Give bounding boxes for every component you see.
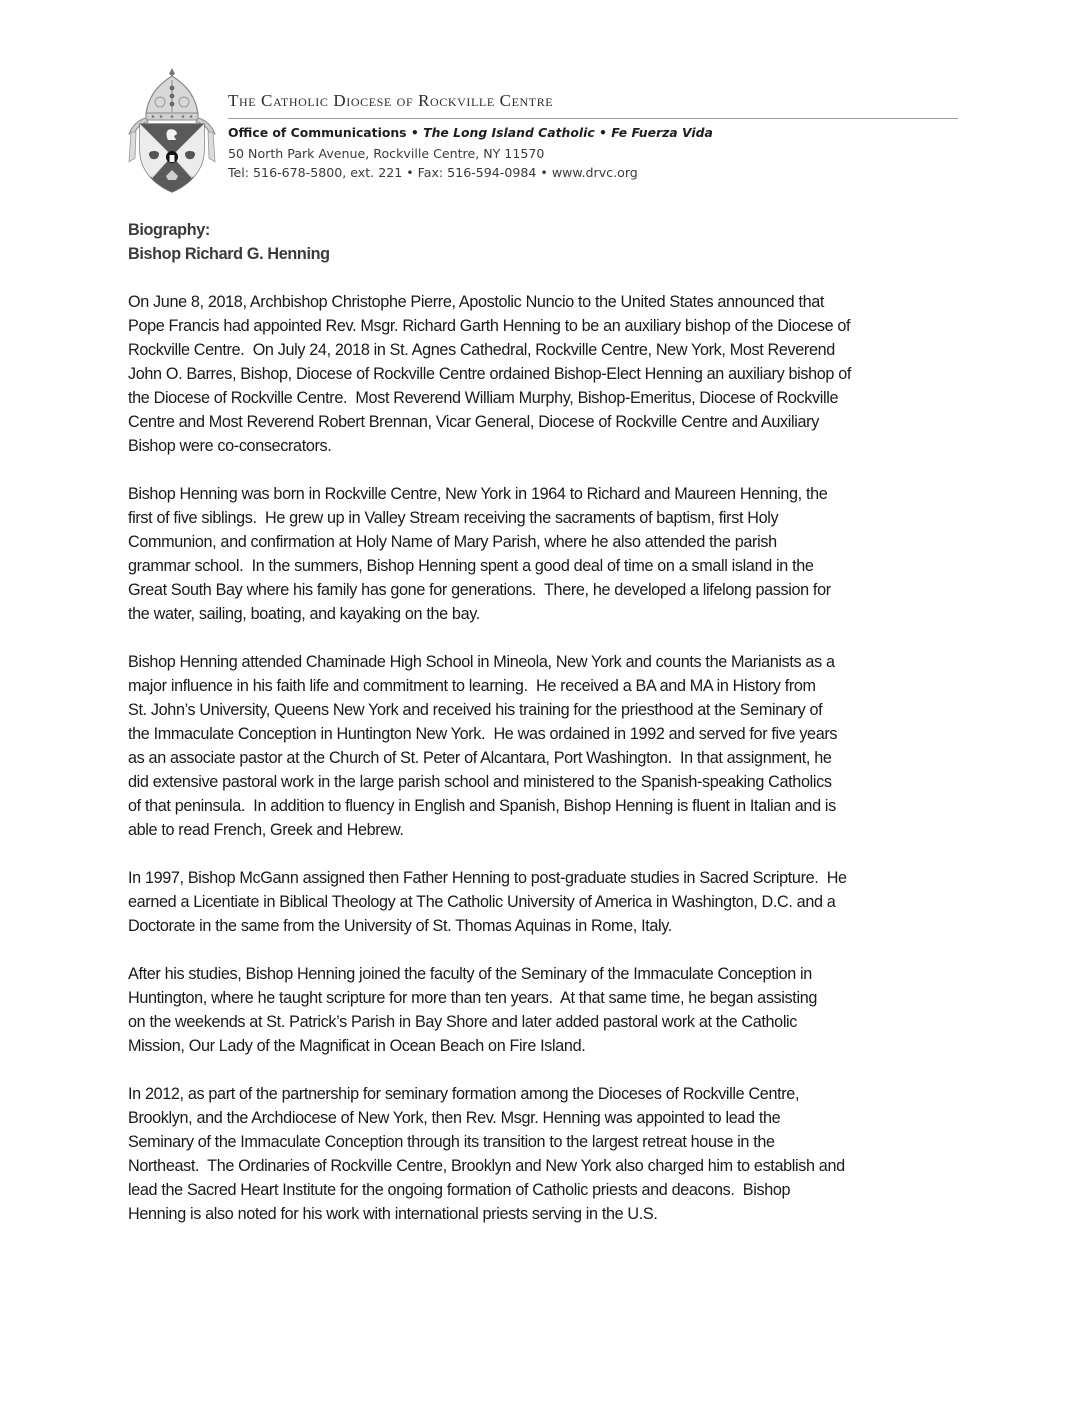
- paragraph-line: Seminary of the Immaculate Conception through its transition to the largest retreat house in the: [128, 1133, 775, 1151]
- paragraph-line: Bishop were co-consecrators.: [128, 437, 332, 455]
- separator: •: [599, 125, 607, 140]
- paragraph: [128, 962, 968, 1058]
- paragraph-line: Northeast. The Ordinaries of Rockville Centre, Brooklyn and New York also charged him to establish and: [128, 1157, 845, 1175]
- paragraph-line: as an associate pastor at the Church of St. Peter of Alcantara, Port Washington. In that assignment, he: [128, 749, 832, 767]
- paragraph-line: Bishop Henning was born in Rockville Centre, New York in 1964 to Richard and Maureen Henning, the: [128, 485, 828, 503]
- paragraph-line: St. John’s University, Queens New York and received his training for the priesthood at the Seminary of: [128, 701, 823, 719]
- paragraph: [128, 1082, 968, 1226]
- paragraph-line: able to read French, Greek and Hebrew.: [128, 821, 404, 839]
- paragraph: [128, 482, 968, 626]
- office-line: [228, 125, 713, 140]
- office-name: Office of Communications: [228, 125, 407, 140]
- contact-info: Tel: 516-678-5800, ext. 221 • Fax: 516-594-0984 • www.drvc.org: [228, 165, 638, 180]
- paragraph-line: lead the Sacred Heart Institute for the ongoing formation of Catholic priests and deacons. Bishop: [128, 1181, 791, 1199]
- paragraph-line: Rockville Centre. On July 24, 2018 in St. Agnes Cathedral, Rockville Centre, New York, Most Reverend: [128, 341, 835, 359]
- paragraph-line: Bishop Henning attended Chaminade High School in Mineola, New York and counts the Marianists as a: [128, 653, 835, 671]
- paragraph: [128, 290, 968, 458]
- paragraph-line: the Diocese of Rockville Centre. Most Reverend William Murphy, Bishop-Emeritus, Diocese of Rockville: [128, 389, 839, 407]
- address: 50 North Park Avenue, Rockville Centre, NY 11570: [228, 146, 545, 161]
- paragraphs: [128, 290, 968, 1226]
- separator: •: [410, 125, 419, 140]
- letterhead: [0, 0, 1088, 200]
- paragraph-line: the water, sailing, boating, and kayaking on the bay.: [128, 605, 480, 623]
- document-subject: Bishop Richard G. Henning: [128, 245, 330, 263]
- paragraph-line: Henning is also noted for his work with international priests serving in the U.S.: [128, 1205, 658, 1223]
- paragraph-line: Doctorate in the same from the University of St. Thomas Aquinas in Rome, Italy.: [128, 917, 672, 935]
- paragraph-line: first of five siblings. He grew up in Valley Stream receiving the sacraments of baptism, first Holy: [128, 509, 779, 527]
- paragraph-line: Communion, and confirmation at Holy Name of Mary Parish, where he also attended the parish: [128, 533, 777, 551]
- paragraph: [128, 866, 968, 938]
- paragraph-line: of that peninsula. In addition to fluency in English and Spanish, Bishop Henning is fluent in Italian and is: [128, 797, 836, 815]
- paragraph-line: On June 8, 2018, Archbishop Christophe Pierre, Apostolic Nuncio to the United States announced that: [128, 293, 825, 311]
- paragraph-line: In 1997, Bishop McGann assigned then Father Henning to post-graduate studies in Sacred Scripture. He: [128, 869, 847, 887]
- paragraph-line: In 2012, as part of the partnership for seminary formation among the Dioceses of Rockville Centre,: [128, 1085, 800, 1103]
- paragraph-line: Centre and Most Reverend Robert Brennan, Vicar General, Diocese of Rockville Centre and Auxiliary: [128, 413, 819, 431]
- letterhead-divider: [228, 118, 958, 119]
- paragraph-line: John O. Barres, Bishop, Diocese of Rockville Centre ordained Bishop-Elect Henning an auxiliary bishop of: [128, 365, 852, 383]
- paragraph-line: Brooklyn, and the Archdiocese of New York, then Rev. Msgr. Henning was appointed to lead the: [128, 1109, 781, 1127]
- diocesan-coat-of-arms-icon: [126, 66, 218, 194]
- paragraph-line: Great South Bay where his family has gone for generations. There, he developed a lifelong passion for: [128, 581, 831, 599]
- publication-name: Fe Fuerza Vida: [611, 125, 713, 140]
- paragraph-line: Mission, Our Lady of the Magnificat in Ocean Beach on Fire Island.: [128, 1037, 586, 1055]
- paragraph-line: Huntington, where he taught scripture for more than ten years. At that same time, he began assisting: [128, 989, 817, 1007]
- paragraph-line: grammar school. In the summers, Bishop Henning spent a good deal of time on a small island in the: [128, 557, 814, 575]
- paragraph-line: on the weekends at St. Patrick’s Parish in Bay Shore and later added pastoral work at the Catholic: [128, 1013, 798, 1031]
- publication-name: The Long Island Catholic: [423, 125, 595, 140]
- paragraph-line: did extensive pastoral work in the large parish school and ministered to the Spanish-speaking Catholics: [128, 773, 832, 791]
- paragraph-line: Pope Francis had appointed Rev. Msgr. Richard Garth Henning to be an auxiliary bishop of the Diocese of: [128, 317, 851, 335]
- paragraph-line: earned a Licentiate in Biblical Theology at The Catholic University of America in Washington, D.C. and a: [128, 893, 836, 911]
- paragraph-line: the Immaculate Conception in Huntington New York. He was ordained in 1992 and served for five years: [128, 725, 838, 743]
- paragraph-line: After his studies, Bishop Henning joined the faculty of the Seminary of the Immaculate Conception in: [128, 965, 812, 983]
- paragraph-line: major influence in his faith life and commitment to learning. He received a BA and MA in History from: [128, 677, 816, 695]
- document-heading: Biography:: [128, 221, 210, 239]
- paragraph: [128, 650, 968, 842]
- document-body: [128, 218, 968, 1226]
- organization-name: The Catholic Diocese of Rockville Centre: [228, 91, 554, 110]
